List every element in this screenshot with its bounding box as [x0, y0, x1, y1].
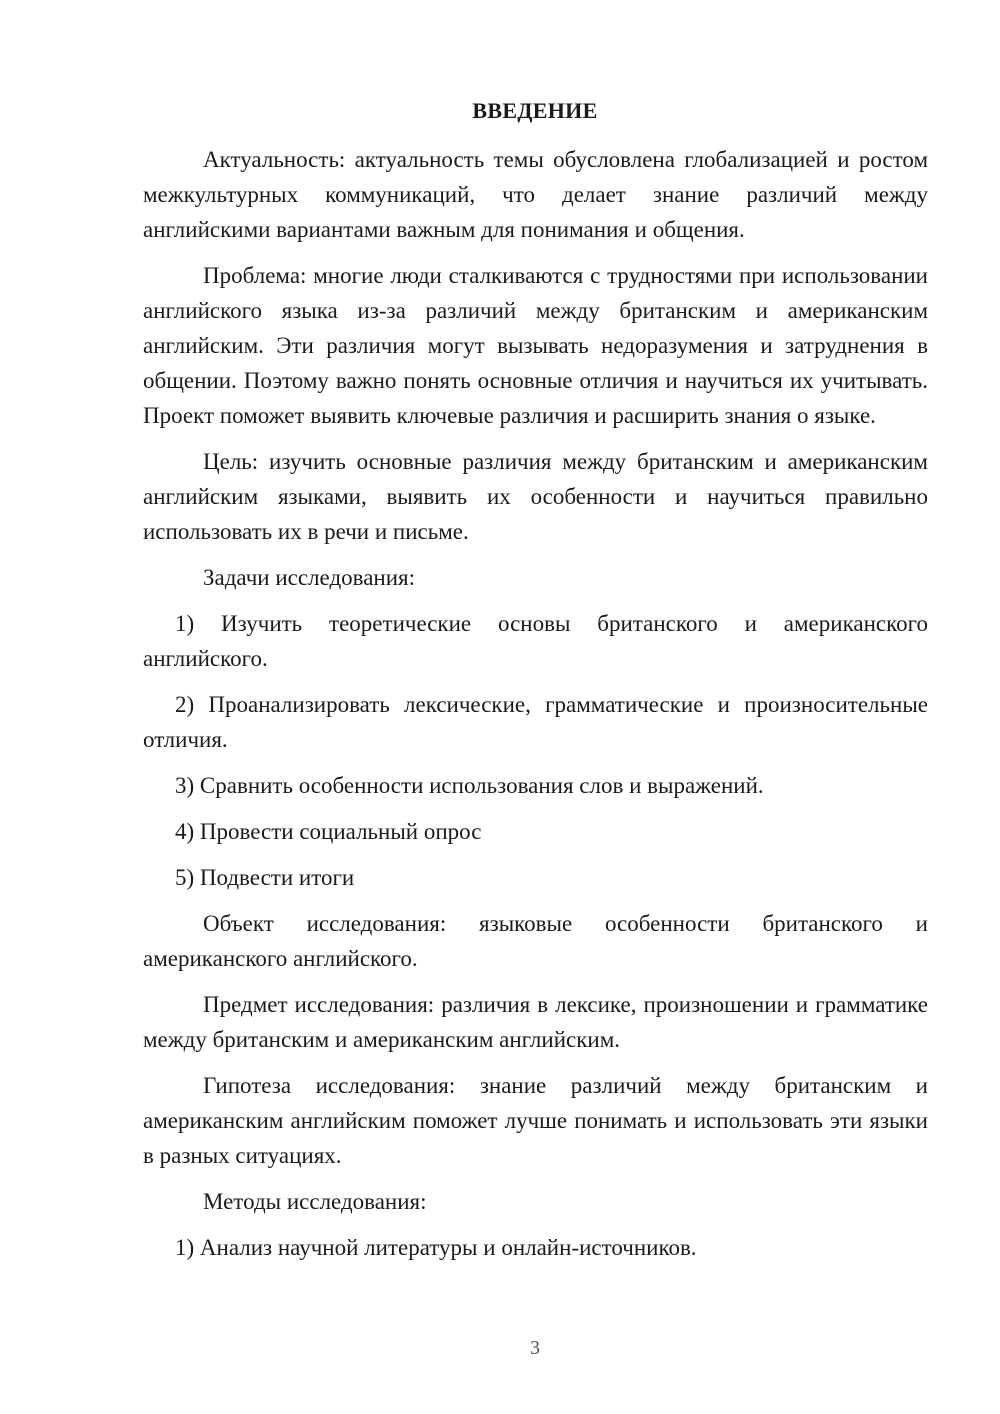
task-item-5: 5) Подвести итоги: [175, 865, 355, 890]
paragraph-problem: Проблема: многие люди сталкиваются с трудностями при использовании английского языка из-за различий между британским и американским английским. Эти различия могут вызывать недоразумения и затруднения в общении. Поэтому важно понять основные отличия и научиться их учитывать. Проект поможет выявить ключевые различия и расширить знания о языке.: [143, 263, 928, 428]
paragraph-object: Объект исследования: языковые особенности британского и американского английского.: [143, 911, 928, 971]
task-item-4: 4) Провести социальный опрос: [175, 819, 482, 844]
method-item-1: 1) Анализ научной литературы и онлайн-источников.: [175, 1235, 697, 1260]
paragraph-subject: Предмет исследования: различия в лексике, произношении и грамматике между британским и американским английским.: [143, 992, 928, 1052]
section-title: ВВЕДЕНИЕ: [472, 98, 598, 123]
paragraph-goal: Цель: изучить основные различия между британским и американским английским языками, выявить их особенности и научиться правильно использовать их в речи и письме.: [143, 449, 928, 544]
paragraph-hypothesis: Гипотеза исследования: знание различий между британским и американским английским поможет лучше понимать и использовать эти языки в разных ситуациях.: [143, 1073, 928, 1168]
paragraph-tasks-heading: Задачи исследования:: [203, 565, 416, 590]
document-body: [143, 142, 928, 1276]
task-item-1: 1) Изучить теоретические основы британского и американского английского.: [143, 611, 928, 671]
paragraph-relevance: Актуальность: актуальность темы обусловлена глобализацией и ростом межкультурных коммуникаций, что делает знание различий между английскими вариантами важным для понимания и общения.: [143, 147, 928, 242]
task-item-2: 2) Проанализировать лексические, грамматические и произносительные отличия.: [143, 692, 928, 752]
paragraph-methods-heading: Методы исследования:: [203, 1189, 427, 1214]
task-item-3: 3) Сравнить особенности использования слов и выражений.: [175, 773, 764, 798]
page-number: 3: [530, 1337, 540, 1359]
